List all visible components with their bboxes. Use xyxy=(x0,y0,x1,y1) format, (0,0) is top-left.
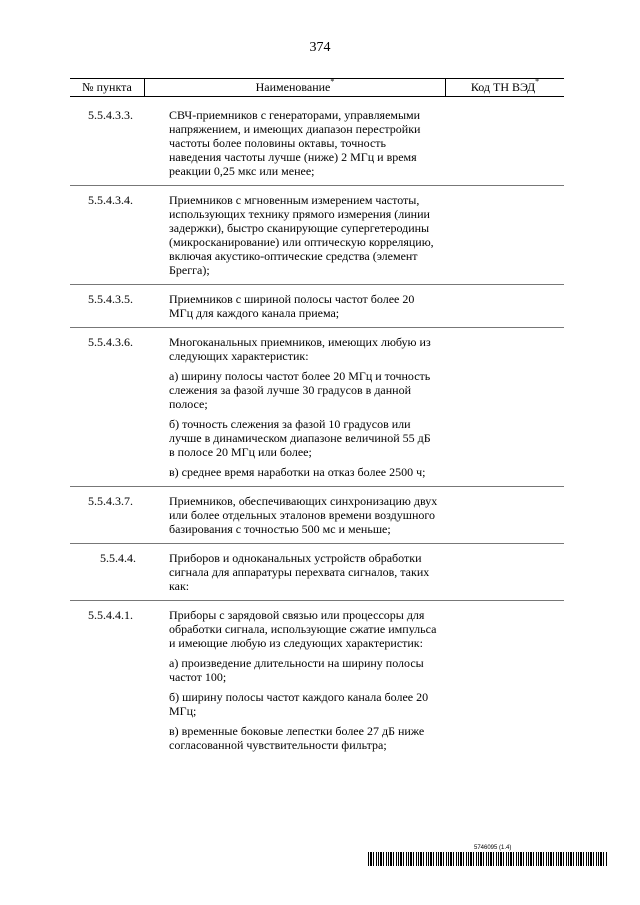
description-paragraph: б) точность слежения за фазой 10 градусов или лучше в динамическом диапазоне величиной 55 дБ в полосе 20 МГц или более; xyxy=(169,417,431,459)
row-separator xyxy=(70,284,564,285)
item-description xyxy=(169,494,439,536)
description-paragraph: б) ширину полосы частот каждого канала более 20 МГц; xyxy=(169,690,429,718)
item-description xyxy=(169,335,439,479)
item-number: 5.5.4.4.1. xyxy=(88,608,133,622)
item-number: 5.5.4.3.5. xyxy=(88,292,133,306)
description-paragraph: Приемников с шириной полосы частот более 20 МГц для каждого канала приема; xyxy=(169,292,415,320)
row-separator xyxy=(70,327,564,328)
description-paragraph: Приемников с мгновенным измерением частоты, использующих технику прямого измерения (линии задержки), быстро сканирующие супергетеродины (микросканирование) или оптическую корреляцию, включая акустико-оптические средства (элемент Брегга); xyxy=(169,193,434,277)
item-number: 5.5.4.3.7. xyxy=(88,494,133,508)
item-description xyxy=(169,193,439,277)
row-separator xyxy=(70,600,564,601)
item-description xyxy=(169,608,439,752)
table-row xyxy=(0,108,640,178)
row-separator xyxy=(70,543,564,544)
description-paragraph: а) ширину полосы частот более 20 МГц и точность слежения за фазой лучше 30 градусов в данной полосе; xyxy=(169,369,431,411)
item-number: 5.5.4.3.4. xyxy=(88,193,133,207)
description-paragraph: Приборы с зарядовой связью или процессоры для обработки сигнала, использующие сжатие импульса и имеющие любую из следующих характеристик: xyxy=(169,608,437,650)
description-paragraph: Приборов и одноканальных устройств обработки сигнала для аппаратуры перехвата сигналов, таких как: xyxy=(169,551,430,593)
description-paragraph: в) среднее время наработки на отказ более 2500 ч; xyxy=(169,465,426,479)
table-row xyxy=(0,335,640,479)
table-row xyxy=(0,551,640,593)
item-description xyxy=(169,108,439,178)
item-description xyxy=(169,292,439,320)
table-row xyxy=(0,193,640,277)
header-name: Наименование* xyxy=(145,79,446,96)
item-number: 5.5.4.3.3. xyxy=(88,108,133,122)
barcode-label: 5746095 (1.4) xyxy=(474,845,512,851)
item-description xyxy=(169,551,439,593)
row-separator xyxy=(70,486,564,487)
page-number: 374 xyxy=(309,40,331,55)
header-name-footnote-mark: * xyxy=(330,77,335,86)
description-paragraph: СВЧ-приемников с генераторами, управляемыми напряжением, и имеющих диапазон перестройки частоты более половины октавы, точность наведения частоты лучше (ниже) 2 МГц и время реакции 0,25 мкс или менее; xyxy=(169,108,421,178)
table-header xyxy=(70,78,564,97)
description-paragraph: в) временные боковые лепестки более 27 дБ ниже согласованной чувствительности фильтра; xyxy=(169,724,425,752)
table-body xyxy=(0,108,640,759)
row-separator xyxy=(70,185,564,186)
description-paragraph: а) произведение длительности на ширину полосы частот 100; xyxy=(169,656,424,684)
description-paragraph: Многоканальных приемников, имеющих любую из следующих характеристик: xyxy=(169,335,431,363)
barcode xyxy=(368,852,608,866)
item-number: 5.5.4.3.6. xyxy=(88,335,133,349)
description-paragraph: Приемников, обеспечивающих синхронизацию двух или более отдельных эталонов времени воздушного базирования с точностью 500 мс и меньше; xyxy=(169,494,438,536)
header-code-footnote-mark: * xyxy=(535,77,540,86)
table-row xyxy=(0,292,640,320)
header-tn-ved-code: Код ТН ВЭД* xyxy=(470,77,540,94)
table-row xyxy=(0,608,640,752)
table-row xyxy=(0,494,640,536)
header-item-number: № пункта xyxy=(70,79,145,96)
item-number: 5.5.4.4. xyxy=(100,551,136,565)
